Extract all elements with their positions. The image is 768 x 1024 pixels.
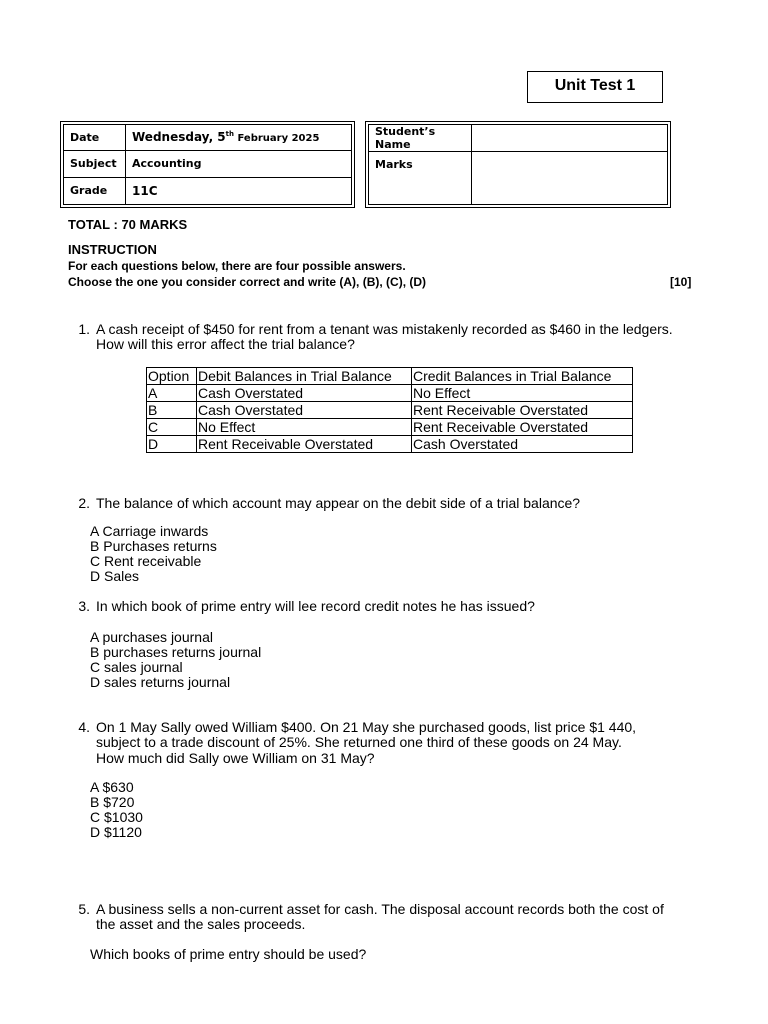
choice: D sales returns journal <box>90 674 231 690</box>
instruction-line-2: Choose the one you consider correct and write (A), (B), (C), (D) <box>68 275 427 289</box>
total-marks: TOTAL : 70 MARKS <box>68 217 188 232</box>
date-label: Date <box>64 125 126 151</box>
question-4-line-3: How much did Sally owe William on 31 May? <box>96 750 375 766</box>
question-5-line-3: Which books of prime entry should be used? <box>90 946 367 962</box>
table-cell: Cash Overstated <box>197 385 412 402</box>
table-row <box>147 436 633 453</box>
question-text: On 1 May Sally owed William $400. On 21 May she purchased goods, list price $1 440, <box>96 719 637 735</box>
question-2-choices <box>90 524 217 584</box>
question-5 <box>66 902 664 917</box>
instruction-title: INSTRUCTION <box>68 242 157 257</box>
instruction-line-1: For each questions below, there are four possible answers. <box>68 259 406 273</box>
question-text: In which book of prime entry will lee record credit notes he has issued? <box>96 598 535 614</box>
table-cell: Rent Receivable Overstated <box>197 436 412 453</box>
subject-value: Accounting <box>126 150 352 177</box>
instruction-marks: [10] <box>670 275 692 289</box>
choice: D Sales <box>90 568 140 584</box>
table-cell: No Effect <box>412 385 633 402</box>
student-name-label: Student’s Name <box>369 125 472 152</box>
choice: A purchases journal <box>90 629 213 645</box>
table-cell: B <box>147 402 197 419</box>
choice: A $630 <box>90 779 134 795</box>
student-table <box>365 121 671 208</box>
choice: B purchases returns journal <box>90 644 262 660</box>
grade-value: 11C <box>126 177 352 204</box>
choice: C sales journal <box>90 659 183 675</box>
info-table <box>60 121 355 208</box>
table-cell: C <box>147 419 197 436</box>
student-name-field[interactable] <box>472 125 668 152</box>
grade-label: Grade <box>64 177 126 204</box>
table-header: Credit Balances in Trial Balance <box>412 368 633 385</box>
table-header: Debit Balances in Trial Balance <box>197 368 412 385</box>
question-text: A business sells a non-current asset for cash. The disposal account records both the cost of <box>96 901 664 917</box>
date-value: Wednesday, 5th February 2025 <box>126 125 352 151</box>
marks-field[interactable] <box>472 152 668 205</box>
table-cell: A <box>147 385 197 402</box>
choice: B $720 <box>90 794 135 810</box>
question-number: 4. <box>78 719 90 735</box>
question-1-line-2: How will this error affect the trial balance? <box>96 336 355 352</box>
question-2 <box>66 496 580 511</box>
table-cell: Cash Overstated <box>197 402 412 419</box>
question-4 <box>66 720 636 735</box>
answer-options-table <box>146 367 633 453</box>
table-row <box>147 419 633 436</box>
unit-test-title: Unit Test 1 <box>527 71 663 103</box>
table-header: Option <box>147 368 197 385</box>
choice: C $1030 <box>90 809 143 825</box>
question-1 <box>66 322 673 337</box>
table-header-row <box>147 368 633 385</box>
choice: D $1120 <box>90 824 142 840</box>
table-cell: Cash Overstated <box>412 436 633 453</box>
table-row <box>147 402 633 419</box>
table-cell: Rent Receivable Overstated <box>412 402 633 419</box>
question-number: 2. <box>78 495 90 511</box>
question-3 <box>66 599 535 614</box>
table-row <box>147 385 633 402</box>
choice: C Rent receivable <box>90 553 202 569</box>
table-cell: D <box>147 436 197 453</box>
question-4-line-2: subject to a trade discount of 25%. She returned one third of these goods on 24 May. <box>96 734 622 750</box>
question-number: 5. <box>78 901 90 917</box>
table-cell: No Effect <box>197 419 412 436</box>
choice: A Carriage inwards <box>90 523 209 539</box>
question-3-choices <box>90 630 261 690</box>
choice: B Purchases returns <box>90 538 217 554</box>
question-text: A cash receipt of $450 for rent from a tenant was mistakenly recorded as $460 in the ledgers. <box>96 321 673 337</box>
question-text: The balance of which account may appear on the debit side of a trial balance? <box>96 495 581 511</box>
question-4-choices <box>90 780 143 840</box>
question-number: 1. <box>78 321 90 337</box>
marks-label: Marks <box>369 152 472 205</box>
subject-label: Subject <box>64 150 126 177</box>
question-5-line-2: the asset and the sales proceeds. <box>96 916 306 932</box>
question-number: 3. <box>78 598 90 614</box>
table-cell: Rent Receivable Overstated <box>412 419 633 436</box>
